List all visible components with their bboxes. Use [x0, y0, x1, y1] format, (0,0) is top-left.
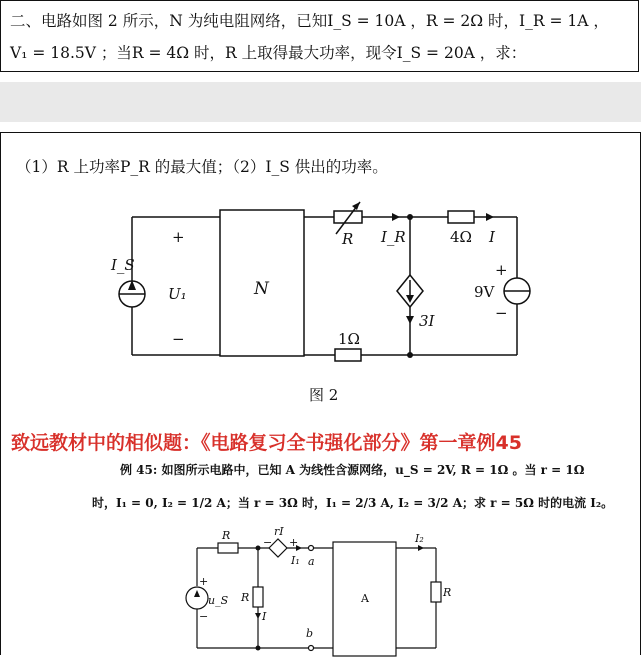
figure2-caption: 图 2	[309, 386, 339, 404]
separator-band	[0, 82, 641, 122]
fig2-1ohm-label: 1Ω	[338, 330, 360, 348]
fig45-b-label: b	[306, 627, 314, 640]
questions-line: （1）R 上功率P_R 的最大值；（2）I_S 供出的功率。	[16, 158, 388, 176]
fig45-i2-label: I₂	[415, 532, 424, 545]
fig45-a-box-label: A	[361, 592, 369, 605]
fig45-a-label: a	[308, 555, 315, 568]
fig45-minus: −	[263, 536, 273, 549]
fig45-us-minus: −	[199, 610, 209, 623]
fig2-r-label: R	[342, 230, 354, 248]
example-line-1: 例 45: 如图所示电路中，已知 A 为线性含源网络，u_S = 2V, R = 1Ω 。当 r = 1Ω	[120, 463, 585, 477]
fig2-9v-label: 9V	[474, 283, 495, 301]
fig2-4ohm-label: 4Ω	[450, 228, 472, 246]
fig2-is-label: I_S	[111, 256, 135, 274]
fig45-r-right: R	[443, 586, 452, 599]
fig2-minus-left: −	[172, 330, 185, 348]
fig2-n-label: N	[254, 279, 269, 299]
fig2-3i-label: 3I	[419, 312, 435, 330]
problem-line-1: 二、电路如图 2 所示，N 为纯电阻网络，已知I_S = 10A ，R = 2Ω 时，I_R = 1A ，	[10, 12, 609, 30]
figure2-circuit	[0, 200, 641, 500]
similar-problem-title: 致远教材中的相似题：《电路复习全书强化部分》第一章例45	[11, 432, 522, 454]
fig2-i-label: I	[489, 228, 495, 246]
fig45-ri-label: rI	[274, 527, 284, 538]
fig45-plus: +	[289, 536, 299, 549]
figure45-circuit	[0, 527, 641, 657]
fig45-us-label: u_S	[208, 594, 229, 607]
fig2-plus-right: +	[495, 261, 508, 279]
problem-line-2: V₁ = 18.5V ；当R = 4Ω 时，R 上取得最大功率，现令I_S = 20A ，求：	[10, 44, 527, 62]
example-line-2: 时，I₁ = 0, I₂ = 1/2 A；当 r = 3Ω 时，I₁ = 2/3 A, I₂ = 3/2 A；求 r = 5Ω 时的电流 I₂。	[92, 496, 614, 510]
fig2-plus-left: +	[172, 228, 185, 246]
fig45-i-label: I	[262, 610, 267, 623]
fig45-r-top: R	[222, 529, 231, 542]
fig45-i1-label: I₁	[291, 554, 300, 567]
fig45-r-mid: R	[241, 591, 250, 604]
fig45-us-plus: +	[199, 575, 209, 588]
fig2-u1-label: U₁	[168, 285, 187, 303]
problem-box	[0, 0, 639, 72]
fig2-minus-right: −	[495, 304, 508, 322]
fig2-ir-label: I_R	[381, 228, 406, 246]
